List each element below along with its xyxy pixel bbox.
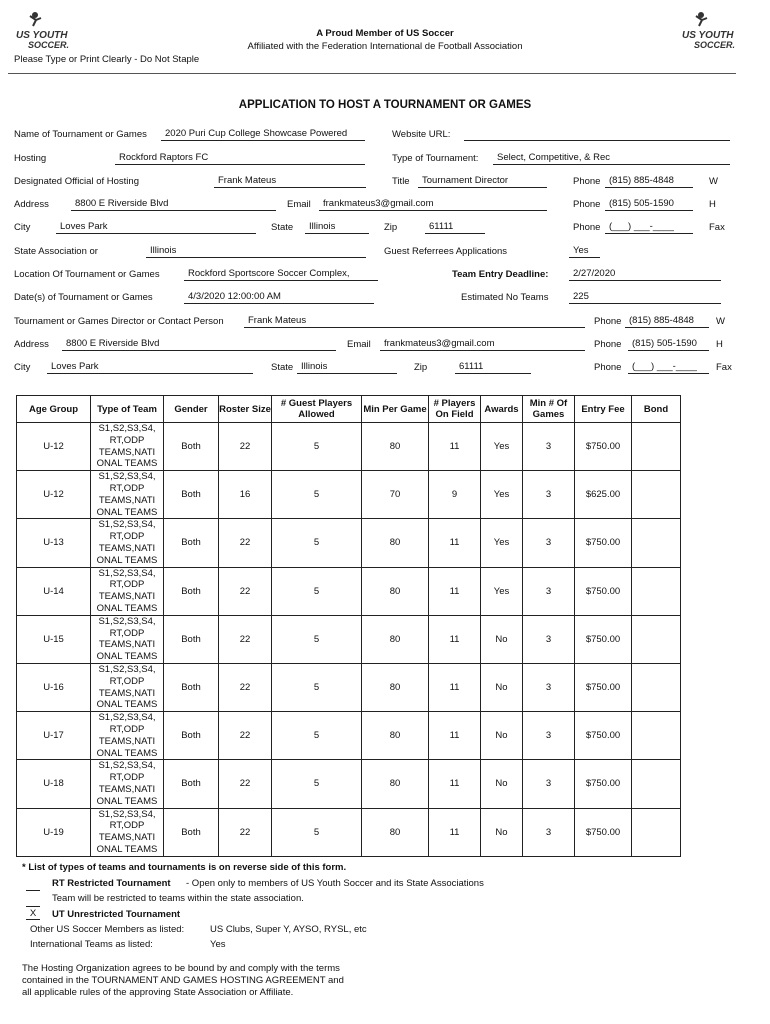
players-on-field-cell: 11 [429, 760, 481, 808]
age-group-cell: U-15 [17, 615, 91, 663]
entry-fee-cell: $750.00 [575, 519, 632, 567]
bond-cell [632, 760, 681, 808]
location-label: Location Of Tournament or Games [14, 269, 160, 280]
gender-cell: Both [164, 663, 219, 711]
entry-fee-cell: $750.00 [575, 808, 632, 856]
state-association-label: State Association or [14, 246, 98, 257]
roster-size-cell: 22 [219, 519, 272, 567]
email-label: Email [287, 199, 311, 210]
table-row [17, 712, 681, 760]
col-header: Gender [164, 396, 219, 423]
entry-fee-cell: $750.00 [575, 760, 632, 808]
col-header: Type of Team [91, 396, 164, 423]
min-games-cell: 3 [523, 615, 575, 663]
bond-cell [632, 615, 681, 663]
table-row [17, 808, 681, 856]
gender-cell: Both [164, 471, 219, 519]
guest-players-cell: 5 [272, 519, 362, 567]
age-group-cell: U-19 [17, 808, 91, 856]
min-per-game-cell: 80 [362, 663, 429, 711]
guest-referees-field[interactable]: Yes [569, 245, 600, 258]
awards-cell: Yes [481, 471, 523, 519]
rt-checkbox[interactable] [26, 880, 40, 891]
phone-label-2: Phone [573, 199, 601, 210]
guest-referees-label: Guest Referrees Applications [384, 246, 508, 257]
col-header: Min # Of Games [523, 396, 575, 423]
tournament-type-field[interactable]: Select, Competitive, & Rec [493, 152, 730, 165]
players-on-field-cell: 11 [429, 519, 481, 567]
team-type-cell: S1,S2,S3,S4, RT,ODP TEAMS,NATI ONAL TEAMS [91, 471, 164, 519]
svg-text:US YOUTH: US YOUTH [16, 30, 68, 41]
bond-cell [632, 471, 681, 519]
team-type-cell: S1,S2,S3,S4, RT,ODP TEAMS,NATI ONAL TEAMS [91, 760, 164, 808]
table-row [17, 760, 681, 808]
state-association-field[interactable]: Illinois [146, 245, 366, 258]
awards-cell: Yes [481, 567, 523, 615]
min-per-game-cell: 80 [362, 567, 429, 615]
bond-cell [632, 663, 681, 711]
min-games-cell: 3 [523, 760, 575, 808]
list-note: * List of types of teams and tournaments is on reverse side of this form. [22, 862, 347, 873]
website-field[interactable] [464, 128, 730, 141]
team-type-cell: S1,S2,S3,S4, RT,ODP TEAMS,NATI ONAL TEAMS [91, 519, 164, 567]
director-phone-label-1: Phone [594, 316, 622, 327]
phone-label-3: Phone [573, 222, 601, 233]
address-label: Address [14, 199, 49, 210]
min-per-game-cell: 80 [362, 423, 429, 471]
gender-cell: Both [164, 808, 219, 856]
director-label: Tournament or Games Director or Contact Person [14, 316, 224, 327]
awards-cell: No [481, 760, 523, 808]
team-type-cell: S1,S2,S3,S4, RT,ODP TEAMS,NATI ONAL TEAMS [91, 663, 164, 711]
guest-players-cell: 5 [272, 663, 362, 711]
director-phone-fax-suffix: Fax [716, 362, 732, 373]
team-type-cell: S1,S2,S3,S4, RT,ODP TEAMS,NATI ONAL TEAMS [91, 712, 164, 760]
entry-deadline-label: Team Entry Deadline: [452, 269, 549, 280]
entry-deadline-field[interactable]: 2/27/2020 [569, 268, 721, 281]
players-on-field-cell: 11 [429, 712, 481, 760]
director-address-field[interactable]: 8800 E Riverside Blvd [62, 338, 336, 351]
rt-state-checkbox[interactable] [26, 896, 40, 907]
director-field[interactable]: Frank Mateus [244, 315, 585, 328]
roster-size-cell: 22 [219, 663, 272, 711]
col-header: Entry Fee [575, 396, 632, 423]
estimated-teams-label: Estimated No Teams [461, 292, 549, 303]
tournament-name-field[interactable]: 2020 Puri Cup College Showcase Powered [161, 128, 365, 141]
rt-description: - Open only to members of US Youth Soccer and its State Associations [186, 878, 484, 889]
header-divider [8, 73, 736, 74]
age-group-table [16, 395, 681, 857]
address-field[interactable]: 8800 E Riverside Blvd [71, 198, 276, 211]
website-label: Website URL: [392, 129, 451, 140]
director-state-field[interactable]: Illinois [297, 361, 397, 374]
official-field[interactable]: Frank Mateus [214, 175, 366, 188]
players-on-field-cell: 11 [429, 808, 481, 856]
col-header: Roster Size [219, 396, 272, 423]
svg-text:SOCCER.: SOCCER. [694, 40, 736, 50]
director-phone-work-suffix: W [716, 316, 725, 327]
awards-cell: No [481, 712, 523, 760]
players-on-field-cell: 11 [429, 423, 481, 471]
min-games-cell: 3 [523, 712, 575, 760]
header-member-line: A Proud Member of US Soccer [316, 28, 454, 39]
col-header: Min Per Game [362, 396, 429, 423]
guest-players-cell: 5 [272, 567, 362, 615]
roster-size-cell: 22 [219, 423, 272, 471]
col-header: Bond [632, 396, 681, 423]
roster-size-cell: 22 [219, 615, 272, 663]
phone-work-field[interactable]: (815) 885-4848 [605, 175, 693, 188]
gender-cell: Both [164, 712, 219, 760]
age-group-cell: U-12 [17, 471, 91, 519]
roster-size-cell: 22 [219, 567, 272, 615]
age-group-cell: U-12 [17, 423, 91, 471]
awards-cell: Yes [481, 519, 523, 567]
age-group-cell: U-17 [17, 712, 91, 760]
min-games-cell: 3 [523, 808, 575, 856]
tournament-type-label: Type of Tournament: [392, 153, 479, 164]
min-games-cell: 3 [523, 663, 575, 711]
other-members-value: US Clubs, Super Y, AYSO, RYSL, etc [210, 924, 367, 935]
dates-label: Date(s) of Tournament or Games [14, 292, 153, 303]
table-row [17, 519, 681, 567]
phone-label-1: Phone [573, 176, 601, 187]
age-group-cell: U-14 [17, 567, 91, 615]
gender-cell: Both [164, 760, 219, 808]
awards-cell: Yes [481, 423, 523, 471]
agreement-line-3: all applicable rules of the approving State Association or Affiliate. [22, 987, 294, 998]
director-phone-label-3: Phone [594, 362, 622, 373]
international-value: Yes [210, 939, 226, 950]
email-field[interactable]: frankmateus3@gmail.com [319, 198, 547, 211]
bond-cell [632, 808, 681, 856]
entry-fee-cell: $750.00 [575, 423, 632, 471]
director-phone-home-field[interactable]: (815) 505-1590 [628, 338, 709, 351]
international-label: International Teams as listed: [30, 939, 153, 950]
location-field[interactable]: Rockford Sportscore Soccer Complex, [184, 268, 378, 281]
city-field[interactable]: Loves Park [56, 221, 256, 234]
header-instructions: Please Type or Print Clearly - Do Not Staple [14, 54, 200, 65]
bond-cell [632, 423, 681, 471]
director-phone-home-suffix: H [716, 339, 723, 350]
age-group-cell: U-18 [17, 760, 91, 808]
svg-text:US YOUTH: US YOUTH [682, 30, 734, 41]
director-phone-work-field[interactable]: (815) 885-4848 [625, 315, 709, 328]
players-on-field-cell: 9 [429, 471, 481, 519]
col-header: # Players On Field [429, 396, 481, 423]
age-group-cell: U-16 [17, 663, 91, 711]
min-games-cell: 3 [523, 519, 575, 567]
director-zip-field[interactable]: 61111 [455, 361, 531, 374]
min-games-cell: 3 [523, 423, 575, 471]
zip-label: Zip [384, 222, 398, 233]
col-header: Awards [481, 396, 523, 423]
phone-home-field[interactable]: (815) 505-1590 [605, 198, 693, 211]
agreement-line-2: contained in the TOURNAMENT AND GAMES HOSTING AGREEMENT and [22, 975, 344, 986]
header-affiliation-line: Affiliated with the Federation International de Football Association [247, 41, 523, 52]
director-phone-fax-field[interactable]: (___) ___-____ [628, 361, 709, 374]
city-label: City [14, 222, 31, 233]
roster-size-cell: 16 [219, 471, 272, 519]
gender-cell: Both [164, 423, 219, 471]
state-label: State [271, 222, 294, 233]
table-body [17, 423, 681, 857]
phone-work-suffix: W [709, 176, 718, 187]
state-field[interactable]: Illinois [305, 221, 369, 234]
director-city-field[interactable]: Loves Park [47, 361, 253, 374]
table-row [17, 567, 681, 615]
team-type-cell: S1,S2,S3,S4, RT,ODP TEAMS,NATI ONAL TEAMS [91, 615, 164, 663]
col-header: # Guest Players Allowed [272, 396, 362, 423]
entry-fee-cell: $625.00 [575, 471, 632, 519]
director-state-label: State [271, 362, 294, 373]
awards-cell: No [481, 663, 523, 711]
entry-fee-cell: $750.00 [575, 663, 632, 711]
rt-label: RT Restricted Tournament [52, 878, 171, 889]
guest-players-cell: 5 [272, 712, 362, 760]
hosting-label: Hosting [14, 153, 47, 164]
entry-fee-cell: $750.00 [575, 615, 632, 663]
players-on-field-cell: 11 [429, 615, 481, 663]
guest-players-cell: 5 [272, 423, 362, 471]
min-per-game-cell: 80 [362, 519, 429, 567]
gender-cell: Both [164, 615, 219, 663]
players-on-field-cell: 11 [429, 663, 481, 711]
director-zip-label: Zip [414, 362, 428, 373]
guest-players-cell: 5 [272, 471, 362, 519]
guest-players-cell: 5 [272, 808, 362, 856]
min-per-game-cell: 80 [362, 615, 429, 663]
team-type-cell: S1,S2,S3,S4, RT,ODP TEAMS,NATI ONAL TEAMS [91, 423, 164, 471]
entry-fee-cell: $750.00 [575, 712, 632, 760]
roster-size-cell: 22 [219, 808, 272, 856]
tournament-name-label: Name of Tournament or Games [14, 129, 147, 140]
phone-home-suffix: H [709, 199, 716, 210]
age-group-cell: U-13 [17, 519, 91, 567]
guest-players-cell: 5 [272, 760, 362, 808]
other-members-label: Other US Soccer Members as listed: [30, 924, 185, 935]
bond-cell [632, 519, 681, 567]
team-type-cell: S1,S2,S3,S4, RT,ODP TEAMS,NATI ONAL TEAMS [91, 567, 164, 615]
guest-players-cell: 5 [272, 615, 362, 663]
table-row [17, 615, 681, 663]
min-per-game-cell: 80 [362, 760, 429, 808]
official-label: Designated Official of Hosting [14, 176, 139, 187]
entry-fee-cell: $750.00 [575, 567, 632, 615]
gender-cell: Both [164, 567, 219, 615]
form-title: APPLICATION TO HOST A TOURNAMENT OR GAMES [238, 99, 532, 111]
director-email-field[interactable]: frankmateus3@gmail.com [380, 338, 585, 351]
min-per-game-cell: 80 [362, 712, 429, 760]
table-row [17, 663, 681, 711]
min-games-cell: 3 [523, 471, 575, 519]
players-on-field-cell: 11 [429, 567, 481, 615]
hosting-field[interactable]: Rockford Raptors FC [115, 152, 365, 165]
phone-fax-suffix: Fax [709, 222, 725, 233]
table-header-row [17, 396, 681, 423]
estimated-teams-field[interactable]: 225 [569, 291, 721, 304]
roster-size-cell: 22 [219, 760, 272, 808]
ut-label: UT Unrestricted Tournament [52, 909, 181, 920]
min-per-game-cell: 70 [362, 471, 429, 519]
table-row [17, 423, 681, 471]
min-games-cell: 3 [523, 567, 575, 615]
dates-field[interactable]: 4/3/2020 12:00:00 AM [184, 291, 374, 304]
zip-field[interactable]: 61111 [425, 221, 485, 234]
team-type-cell: S1,S2,S3,S4, RT,ODP TEAMS,NATI ONAL TEAMS [91, 808, 164, 856]
bond-cell [632, 567, 681, 615]
min-per-game-cell: 80 [362, 808, 429, 856]
col-header: Age Group [17, 396, 91, 423]
awards-cell: No [481, 615, 523, 663]
roster-size-cell: 22 [219, 712, 272, 760]
official-title-field[interactable]: Tournament Director [418, 175, 547, 188]
ut-checkbox[interactable]: X [26, 909, 40, 920]
rt-description-2: Team will be restricted to teams within the state association. [52, 893, 304, 904]
gender-cell: Both [164, 519, 219, 567]
table-row [17, 471, 681, 519]
director-phone-label-2: Phone [594, 339, 622, 350]
svg-text:SOCCER.: SOCCER. [28, 40, 70, 50]
title-label: Title [392, 176, 410, 187]
phone-fax-field[interactable]: (___) ___-____ [605, 221, 693, 234]
agreement-line-1: The Hosting Organization agrees to be bound by and comply with the terms [22, 963, 340, 974]
bond-cell [632, 712, 681, 760]
director-address-label: Address [14, 339, 49, 350]
director-city-label: City [14, 362, 31, 373]
awards-cell: No [481, 808, 523, 856]
director-email-label: Email [347, 339, 371, 350]
